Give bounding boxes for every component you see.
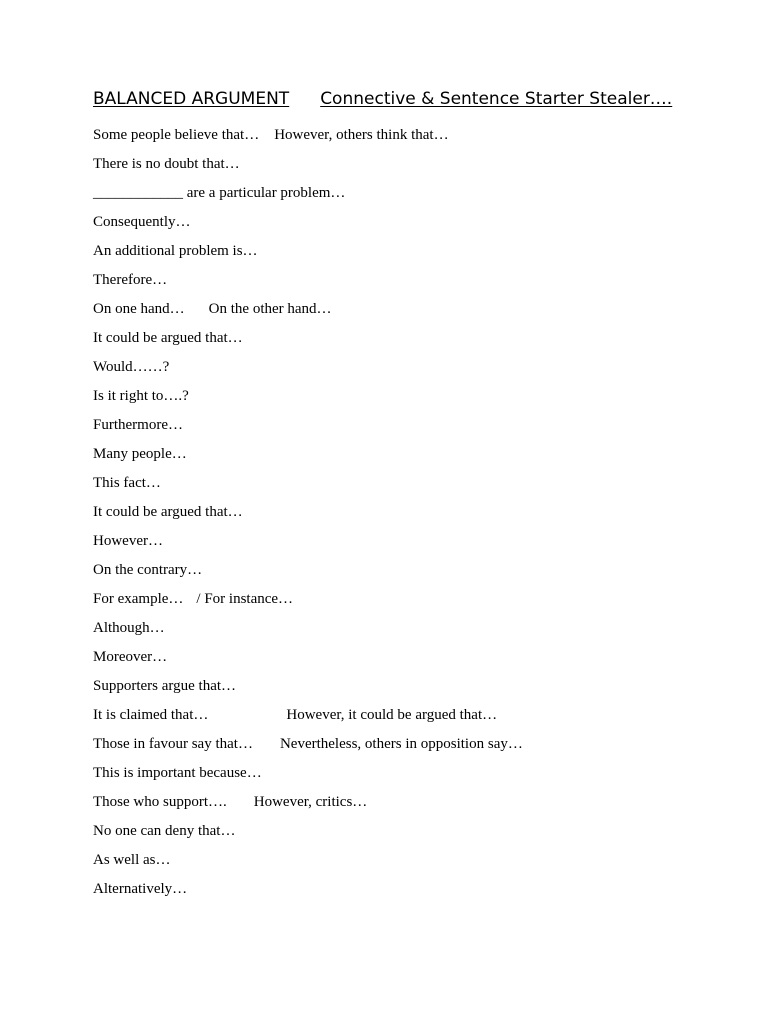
sentence-starter-line [93,878,713,907]
sentence-starter-line [93,356,713,385]
sentence-starter-line [93,327,713,356]
sentence-starter-line [93,414,713,443]
sentence-starter-text: It is claimed that… [93,707,209,723]
contrast-starter-text: On the other hand… [208,301,332,317]
sentence-starter-line [93,153,713,182]
sentence-starter-line [93,849,713,878]
sentence-starter-text: For example… [93,591,184,607]
sentence-starter-text: ____________ are a particular problem… [93,185,346,201]
sentence-starter-line [93,472,713,501]
sentence-starter-text: Alternatively… [93,881,188,897]
sentence-starter-text: Consequently… [93,214,191,230]
sentence-starter-line [93,298,713,327]
title-subheading: Connective & Sentence Starter Stealer…. [320,89,673,109]
sentence-starter-text: Moreover… [93,649,168,665]
contrast-starter-text: Nevertheless, others in opposition say… [279,736,523,752]
document-title [93,87,713,111]
sentence-starter-line [93,588,713,617]
sentence-starter-line [93,704,713,733]
sentence-starter-text: Therefore… [93,272,168,288]
sentence-starter-line [93,791,713,820]
sentence-starter-text: Those who support…. [93,794,227,810]
sentence-starter-line [93,211,713,240]
sentence-starter-text: An additional problem is… [93,243,258,259]
sentence-starter-text: Furthermore… [93,417,183,433]
sentence-starter-line [93,559,713,588]
sentence-starter-text: Some people believe that… [93,127,260,143]
sentence-starter-text: On the contrary… [93,562,203,578]
sentence-starter-text: As well as… [93,852,171,868]
contrast-starter-text: However, it could be argued that… [286,707,498,723]
sentence-starter-line [93,240,713,269]
sentence-starter-text: Those in favour say that… [93,736,253,752]
sentence-starter-line [93,675,713,704]
sentence-starter-line [93,530,713,559]
contrast-starter-text: / For instance… [196,591,294,607]
sentence-starter-text: However… [93,533,163,549]
sentence-starter-line [93,269,713,298]
sentence-starter-line [93,733,713,762]
sentence-starter-line [93,124,713,153]
contrast-starter-text: However, critics… [253,794,368,810]
sentence-starter-line [93,501,713,530]
sentence-starter-text: On one hand… [93,301,185,317]
sentence-starter-text: It could be argued that… [93,504,243,520]
sentence-starter-text: It could be argued that… [93,330,243,346]
sentence-starter-text: Would……? [93,359,170,375]
sentence-starter-line [93,182,713,211]
title-heading: BALANCED ARGUMENT [93,89,290,109]
sentence-starter-line [93,762,713,791]
sentence-starter-line [93,617,713,646]
sentence-starter-line [93,820,713,849]
sentence-starter-text: This is important because… [93,765,262,781]
sentence-starter-text: This fact… [93,475,161,491]
sentence-starter-list [93,124,713,907]
sentence-starter-line [93,385,713,414]
sentence-starter-line [93,443,713,472]
sentence-starter-text: No one can deny that… [93,823,236,839]
contrast-starter-text: However, others think that… [274,127,449,143]
sentence-starter-text: Supporters argue that… [93,678,237,694]
sentence-starter-line [93,646,713,675]
sentence-starter-text: Many people… [93,446,187,462]
sentence-starter-text: There is no doubt that… [93,156,240,172]
sentence-starter-text: Although… [93,620,165,636]
sentence-starter-text: Is it right to….? [93,388,189,404]
